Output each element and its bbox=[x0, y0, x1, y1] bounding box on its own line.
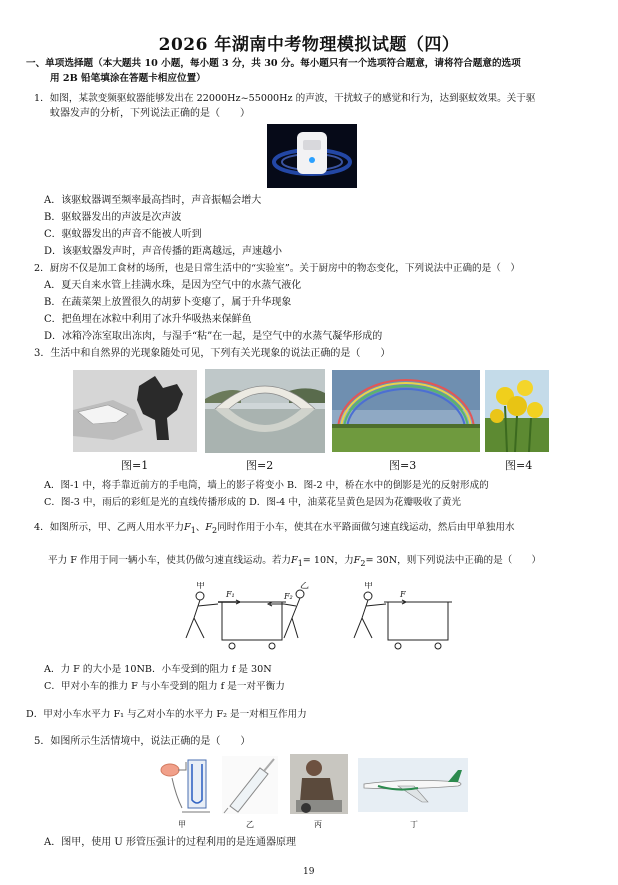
q3-options-cd: C．图-3 中，雨后的彩虹是光的直线传播形成的 D．图-4 中，油菜花呈黄色是因为花瓣吸收了黄光 bbox=[44, 497, 462, 508]
q4-label-yi: 乙 bbox=[300, 582, 310, 591]
stone-bridge-photo bbox=[205, 369, 325, 453]
q4-stem-part2: 同时作用于小车，使其在水平路面做匀速直线运动，然后由甲单独用水 bbox=[217, 522, 515, 533]
rainbow-photo bbox=[332, 370, 480, 452]
q1-stem-line2: 蚊器发声的分析，下列说法正确的是（ ） bbox=[50, 108, 250, 119]
q2-option-c: C．把鱼埋在冰粒中利用了冰升华吸热来保鲜鱼 bbox=[44, 314, 252, 325]
mosquito-repeller-photo bbox=[267, 124, 357, 188]
q3-caption-fig2: 图=2 bbox=[246, 459, 274, 472]
section-heading-line2: 用 2B 铅笔填涂在答题卡相应位置） bbox=[50, 73, 206, 84]
q1-option-d: D．该驱蚊器发声时，声音传播的距离越远，声速越小 bbox=[44, 246, 283, 257]
q4-label-jia-left: 甲 bbox=[196, 582, 206, 591]
q2-option-b: B．在蔬菜架上放置很久的胡萝卜变瘪了，属于升华现象 bbox=[44, 297, 292, 308]
q4-stem2-part3: = 30N，则下列说法中正确的是（ ） bbox=[365, 555, 542, 566]
q5-caption-yi: 乙 bbox=[246, 820, 254, 829]
hand-shadow-photo bbox=[73, 370, 197, 452]
q2-option-d: D．冰箱冷冻室取出冻肉，与湿手“粘”在一起，是空气中的水蒸气凝华形成的 bbox=[44, 331, 383, 342]
q1-stem-line1: 1．如图，某款变频驱蚊器能够发出在 22000Hz~55000Hz 的声波，干扰蚊子的感觉和行为，达到驱蚊效果。关于驱 bbox=[34, 93, 536, 104]
q4-stem-line1: 4．如图所示，甲、乙两人用水平力$F_1$、$F_2$同时作用于小车，使其在水平路面做匀速直线运动，然后由甲单独用水 bbox=[34, 522, 515, 535]
q4-stem2-part2: = 10N，力 bbox=[302, 555, 354, 566]
q4-cart-diagram bbox=[160, 582, 460, 656]
q4-stem-part1: 4．如图所示，甲、乙两人用水平力 bbox=[34, 522, 185, 533]
q5-stem: 5．如图所示生活情境中，说法正确的是（ ） bbox=[34, 736, 251, 747]
q2-stem: 2．厨房不仅是加工食材的场所，也是日常生活中的“实验室”。关于厨房中的物态变化，下列说法中正确的是（ ） bbox=[34, 263, 521, 274]
q3-caption-fig1: 图=1 bbox=[121, 459, 149, 472]
q1-option-c: C．驱蚊器发出的声音不能被人听到 bbox=[44, 229, 202, 240]
q5-option-a: A．图甲，使用 U 形管压强计的过程利用的是连通器原理 bbox=[44, 837, 297, 848]
q5-caption-bing: 丙 bbox=[314, 820, 322, 829]
q4-stem2-part1: 平力 F 作用于同一辆小车，使其仍做匀速直线运动。若力 bbox=[48, 555, 292, 566]
page-title: 2026 年湖南中考物理模拟试题（四） bbox=[158, 35, 460, 55]
q4-option-ab: A．力 F 的大小是 10NB．小车受到的阻力 f 是 30N bbox=[44, 664, 272, 675]
q4-label-f: F bbox=[400, 590, 406, 599]
airplane-photo bbox=[358, 758, 468, 812]
q3-caption-fig4: 图=4 bbox=[505, 459, 533, 472]
section-heading-line1: 一、单项选择题（本大题共 10 小题，每小题 3 分，共 30 分。每小题只有一个选项符合题意，请将符合题意的选项 bbox=[26, 58, 521, 69]
q4-stem-line2: 平力 F 作用于同一辆小车，使其仍做匀速直线运动。若力$F_1= 10N$，力$F_2= 30N$，则下列说法中正确的是（ ） bbox=[48, 555, 542, 568]
q2-option-a: A．夏天自来水管上挂满水珠，是因为空气中的水蒸气液化 bbox=[44, 280, 302, 291]
syringe-photo bbox=[222, 756, 278, 814]
u-tube-manometer-photo bbox=[152, 756, 214, 816]
q1-option-a: A．该驱蚊器调至频率最高挡时，声音振幅会增大 bbox=[44, 195, 262, 206]
rapeseed-flower-photo bbox=[485, 370, 549, 452]
q4-label-f2: F₂ bbox=[284, 592, 293, 601]
q5-caption-jia: 甲 bbox=[178, 820, 186, 829]
page-number: 19 bbox=[303, 867, 315, 877]
q4-label-jia-right: 甲 bbox=[364, 582, 374, 591]
q4-label-f1: F₁ bbox=[226, 590, 235, 599]
q1-option-b: B．驱蚊器发出的声波是次声波 bbox=[44, 212, 182, 223]
q4-option-c: C．甲对小车的推力 F 与小车受到的阻力 f 是一对平衡力 bbox=[44, 681, 285, 692]
q3-stem: 3．生活中和自然界的光现象随处可见，下列有关光现象的说法正确的是（ ） bbox=[34, 348, 391, 359]
q3-caption-fig3: 图=3 bbox=[389, 459, 417, 472]
q4-option-d: D．甲对小车水平力 F₁ 与乙对小车的水平力 F₂ 是一对相互作用力 bbox=[26, 709, 307, 720]
person-chair-photo bbox=[290, 754, 348, 814]
q5-caption-ding: 丁 bbox=[410, 820, 418, 829]
q3-options-ab: A．图-1 中，将手靠近前方的手电筒，墙上的影子将变小 B．图-2 中，桥在水中的倒影是光的反射形成的 bbox=[44, 480, 489, 491]
